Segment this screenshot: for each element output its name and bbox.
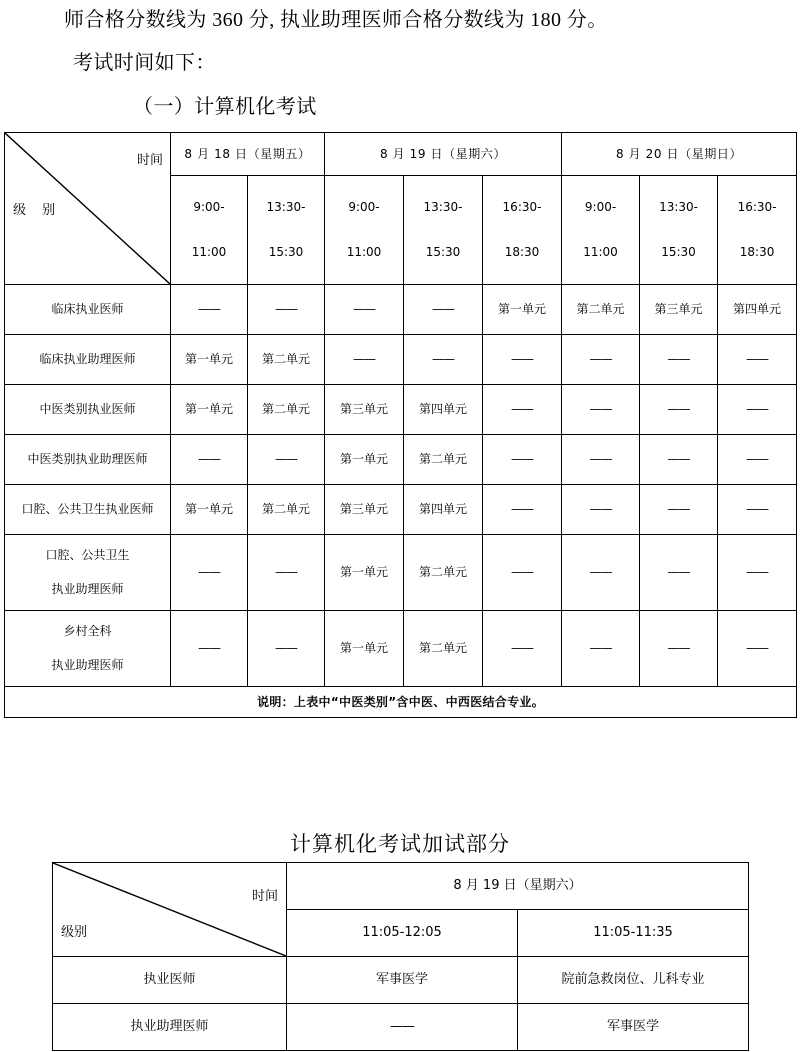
- exam-unit-cell: 第一单元: [171, 385, 248, 435]
- exam-unit-cell: 第一单元: [171, 335, 248, 385]
- corner-header-cell: [5, 133, 171, 285]
- section-heading-computerized-exam: （一）计算机化考试: [133, 96, 317, 118]
- intro-line-1: 师合格分数线为 360 分, 执业助理医师合格分数线为 180 分。: [64, 9, 608, 31]
- intro-line-2: 考试时间如下：: [73, 52, 216, 74]
- supplementary-schedule-table: [52, 862, 749, 1051]
- exam-unit-cell: ——: [171, 285, 248, 335]
- main-schedule-table-container: [4, 132, 797, 718]
- exam-unit-cell: ——: [562, 535, 640, 611]
- level-name-line-1: 乡村全科: [63, 624, 112, 639]
- exam-unit-cell: ——: [483, 485, 562, 535]
- exam-unit-cell: ——: [562, 485, 640, 535]
- corner-level-label: 级 别: [13, 203, 62, 218]
- time-slot-end: 11:00: [346, 245, 382, 259]
- time-slot-end: 11:00: [583, 245, 618, 259]
- exam-unit-cell: ——: [718, 435, 797, 485]
- exam-unit-cell: ——: [562, 385, 640, 435]
- table-row: [5, 435, 797, 485]
- time-slot-end: 15:30: [268, 245, 304, 259]
- exam-unit-cell: ——: [562, 335, 640, 385]
- exam-unit-cell: ——: [640, 385, 718, 435]
- level-name-cell: 临床执业医师: [5, 285, 171, 335]
- level-name-line-1: 口腔、公共卫生: [45, 548, 130, 563]
- exam-unit-cell: 第二单元: [404, 435, 483, 485]
- exam-unit-cell: ——: [171, 535, 248, 611]
- sub-time-slot-header: 11:05-11:35: [518, 910, 749, 957]
- time-slot-end: 11:00: [191, 245, 227, 259]
- supplementary-table-title: 计算机化考试加试部分: [290, 832, 510, 856]
- time-slot-header: [718, 176, 797, 285]
- exam-unit-cell: ——: [640, 485, 718, 535]
- time-slot-start: 13:30-: [659, 200, 698, 214]
- exam-unit-cell: ——: [483, 335, 562, 385]
- sub-level-name-cell: 执业助理医师: [53, 1004, 287, 1051]
- exam-unit-cell: ——: [483, 535, 562, 611]
- exam-unit-cell: 第四单元: [404, 385, 483, 435]
- main-table-header-row-dates: [5, 133, 797, 176]
- exam-unit-cell: 第四单元: [718, 285, 797, 335]
- corner-time-label: 时间: [136, 153, 163, 168]
- exam-unit-cell: ——: [248, 611, 325, 687]
- exam-unit-cell: 第一单元: [171, 485, 248, 535]
- supplementary-table-container: [52, 862, 749, 1051]
- exam-unit-cell: 第三单元: [325, 385, 404, 435]
- exam-unit-cell: ——: [404, 285, 483, 335]
- time-slot-start: 16:30-: [502, 200, 542, 214]
- exam-unit-cell: ——: [718, 611, 797, 687]
- level-name-cell: 口腔、公共卫生执业医师: [5, 485, 171, 535]
- time-slot-start: 13:30-: [266, 200, 306, 214]
- exam-unit-cell: ——: [248, 285, 325, 335]
- sub-time-slot-header: 11:05-12:05: [287, 910, 518, 957]
- sub-exam-subject-cell: ——: [287, 1004, 518, 1051]
- exam-unit-cell: 第二单元: [562, 285, 640, 335]
- exam-unit-cell: 第二单元: [404, 611, 483, 687]
- table-note-text: 说明：上表中“中医类别”含中医、中西医结合专业。: [5, 687, 797, 718]
- exam-unit-cell: 第一单元: [325, 435, 404, 485]
- exam-unit-cell: 第一单元: [325, 611, 404, 687]
- table-row: [5, 335, 797, 385]
- time-slot-header: [483, 176, 562, 285]
- level-name-cell: [5, 611, 171, 687]
- exam-unit-cell: ——: [640, 535, 718, 611]
- diagonal-divider-icon: [53, 863, 286, 956]
- sub-corner-time-label: 时间: [251, 889, 278, 904]
- exam-unit-cell: 第一单元: [483, 285, 562, 335]
- sub-exam-subject-cell: 院前急救岗位、儿科专业: [518, 957, 749, 1004]
- table-row: [5, 535, 797, 611]
- time-slot-end: 15:30: [425, 245, 461, 259]
- time-slot-header: [404, 176, 483, 285]
- sub-exam-subject-cell: 军事医学: [287, 957, 518, 1004]
- sub-corner-level-label: 级别: [61, 925, 88, 940]
- level-name-line-2: 执业助理医师: [51, 581, 124, 596]
- sub-table-header-row-date: [53, 863, 749, 910]
- time-slot-header: [248, 176, 325, 285]
- sub-corner-header-cell: [53, 863, 287, 957]
- time-slot-end: 18:30: [739, 245, 775, 259]
- table-row: [5, 385, 797, 435]
- table-row: [5, 611, 797, 687]
- exam-unit-cell: ——: [325, 285, 404, 335]
- exam-unit-cell: ——: [325, 335, 404, 385]
- exam-unit-cell: ——: [248, 535, 325, 611]
- time-slot-start: 9:00-: [584, 200, 617, 214]
- exam-unit-cell: ——: [562, 435, 640, 485]
- time-slot-start: 16:30-: [737, 200, 777, 214]
- table-note-row: [5, 687, 797, 718]
- time-slot-end: 15:30: [661, 245, 696, 259]
- time-slot-end: 18:30: [504, 245, 540, 259]
- sub-exam-subject-cell: 军事医学: [518, 1004, 749, 1051]
- date-group-header: 8 月 19 日（星期六）: [325, 133, 562, 176]
- exam-unit-cell: 第一单元: [325, 535, 404, 611]
- time-slot-header: [562, 176, 640, 285]
- sub-date-header: 8 月 19 日（星期六）: [287, 863, 749, 910]
- exam-unit-cell: ——: [640, 335, 718, 385]
- level-name-line-2: 执业助理医师: [51, 657, 124, 672]
- exam-unit-cell: ——: [248, 435, 325, 485]
- exam-unit-cell: 第三单元: [325, 485, 404, 535]
- level-name-cell: 临床执业助理医师: [5, 335, 171, 385]
- exam-unit-cell: ——: [718, 335, 797, 385]
- exam-unit-cell: ——: [718, 485, 797, 535]
- time-slot-header: [325, 176, 404, 285]
- time-slot-header: [171, 176, 248, 285]
- exam-unit-cell: ——: [483, 435, 562, 485]
- table-row: [5, 485, 797, 535]
- date-group-header: 8 月 20 日（星期日）: [562, 133, 797, 176]
- exam-unit-cell: ——: [640, 611, 718, 687]
- table-row: [5, 285, 797, 335]
- exam-unit-cell: ——: [718, 385, 797, 435]
- exam-unit-cell: ——: [640, 435, 718, 485]
- level-name-cell: 中医类别执业助理医师: [5, 435, 171, 485]
- exam-unit-cell: ——: [171, 435, 248, 485]
- exam-unit-cell: 第二单元: [248, 485, 325, 535]
- exam-unit-cell: ——: [404, 335, 483, 385]
- exam-unit-cell: ——: [483, 611, 562, 687]
- exam-unit-cell: ——: [483, 385, 562, 435]
- time-slot-start: 9:00-: [193, 200, 225, 214]
- exam-unit-cell: 第二单元: [248, 335, 325, 385]
- exam-unit-cell: 第二单元: [248, 385, 325, 435]
- exam-unit-cell: 第三单元: [640, 285, 718, 335]
- time-slot-header: [640, 176, 718, 285]
- exam-unit-cell: ——: [562, 611, 640, 687]
- table-row: [53, 1004, 749, 1051]
- level-name-cell: [5, 535, 171, 611]
- date-group-header: 8 月 18 日（星期五）: [171, 133, 325, 176]
- main-schedule-table: [4, 132, 797, 718]
- time-slot-start: 13:30-: [423, 200, 463, 214]
- exam-unit-cell: 第四单元: [404, 485, 483, 535]
- exam-unit-cell: ——: [718, 535, 797, 611]
- sub-level-name-cell: 执业医师: [53, 957, 287, 1004]
- table-row: [53, 957, 749, 1004]
- intro-text-block: [0, 10, 800, 117]
- exam-unit-cell: ——: [171, 611, 248, 687]
- exam-unit-cell: 第二单元: [404, 535, 483, 611]
- level-name-cell: 中医类别执业医师: [5, 385, 171, 435]
- time-slot-start: 9:00-: [348, 200, 380, 214]
